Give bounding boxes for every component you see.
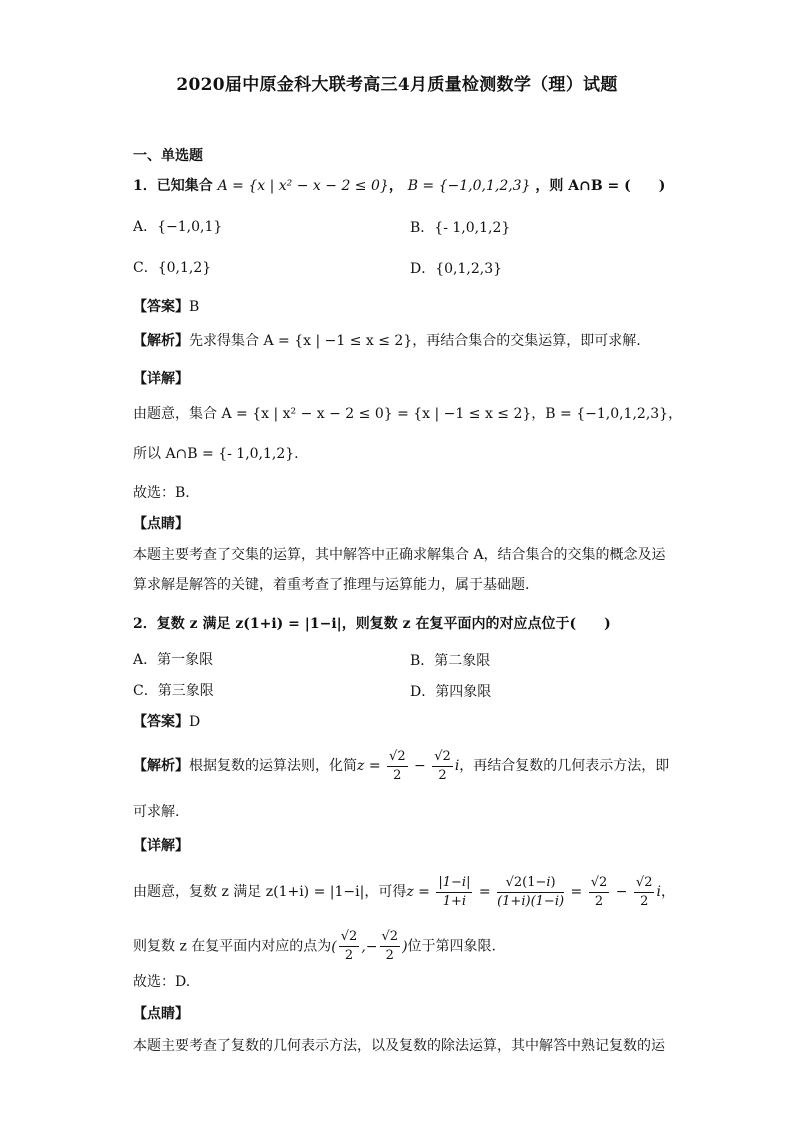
q1-analysis	[133, 331, 663, 351]
section-heading: 一、单选题	[133, 148, 203, 164]
q2-comment-label: 【点睛】	[133, 1006, 189, 1022]
question-2-stem: 2．复数 z 满足 z(1+i) = |1−i|，则复数 z 在复平面内的对应点位于( )	[133, 616, 611, 632]
q1-choose: 故选：B.	[133, 485, 190, 501]
q1-stem-suffix: ，则 A∩B = ( )	[535, 178, 666, 194]
q2-option-b[interactable]: B．第二象限	[410, 653, 491, 669]
q2-detail-point-post: 位于第四象限.	[407, 938, 496, 955]
q2-detail-point: ( $\frac{√2}{2}$ ,− $\frac{√2}{2}$ )	[331, 929, 408, 963]
q1-set-b: B = {−1,0,1,2,3}	[407, 178, 531, 194]
q1-comment-label: 【点睛】	[133, 516, 189, 532]
q2-detail-line-1: 由题意，复数 z 满足 z(1+i) = |1−i|，可得z = $\frac{|1-i|}{1+i}$ = $\frac{√2(1-i)}{(1+i)(1-i)}$ = $\frac{√2}{2}$ − $\frac{√2}{2}$ i，	[133, 874, 675, 909]
q2-detail-label: 【详解】	[133, 838, 189, 854]
q1-option-b[interactable]: B．{- 1,0,1,2}	[410, 220, 511, 236]
q1-answer-value: B	[189, 299, 200, 315]
q2-answer-value: D	[189, 714, 201, 730]
q2-detail-line-2	[133, 928, 663, 965]
q2-comment-line-1: 本题主要考查了复数的几何表示方法，以及复数的除法运算，其中解答中熟记复数的运	[133, 1038, 665, 1054]
q2-option-a[interactable]: A．第一象限	[133, 652, 214, 668]
page-title: 2020届中原金科大联考高三4月质量检测数学（理）试题	[176, 75, 618, 95]
q1-answer	[133, 297, 663, 317]
q1-set-a: A = {x | x² − x − 2 ≤ 0}	[217, 178, 389, 194]
q2-answer	[133, 712, 663, 732]
q1-detail-line-2: 所以 A∩B = {- 1,0,1,2}.	[133, 446, 299, 462]
q2-detail-formula: z = $\frac{|1-i|}{1+i}$ = $\frac{√2(1-i)}{(1+i)(1-i)}$ = $\frac{√2}{2}$ − $\frac{√2}{2}$ i	[406, 874, 661, 909]
q1-analysis-text: 先求得集合 A = {x | −1 ≤ x ≤ 2}，再结合集合的交集运算，即可求解.	[189, 333, 641, 349]
q1-comment-line-1: 本题主要考查了交集的运算，其中解答中正确求解集合 A，结合集合的交集的概念及运	[133, 547, 666, 563]
q1-answer-label: 【答案】	[133, 299, 189, 315]
q1-stem-prefix: 1．已知集合	[133, 178, 213, 194]
q2-analysis-formula: z = $\frac{√2}{2}$ − $\frac{√2}{2}$ i	[357, 748, 460, 783]
q2-option-c[interactable]: C．第三象限	[133, 683, 214, 699]
q2-detail-pre: 由题意，复数 z 满足 z(1+i) = |1−i|，可得	[133, 884, 407, 900]
q2-choose: 故选：D.	[133, 974, 191, 990]
q2-analysis-post: ，再结合复数的几何表示方法，即	[459, 758, 670, 774]
q2-analysis-pre: 根据复数的运算法则，化简	[189, 758, 357, 774]
q2-analysis-label: 【解析】	[133, 758, 189, 774]
q1-option-d[interactable]: D．{0,1,2,3}	[410, 261, 503, 277]
q2-analysis	[133, 746, 670, 786]
q1-option-a[interactable]: A．{−1,0,1}	[133, 219, 223, 235]
q1-detail-line-1: 由题意，集合 A = {x | x² − x − 2 ≤ 0} = {x | −1 ≤ x ≤ 2}，B = {−1,0,1,2,3}，	[133, 406, 683, 422]
question-1-stem: 1．已知集合 A = {x | x² − x − 2 ≤ 0}， B = {−1,0,1,2,3} ，则 A∩B = ( )	[133, 178, 666, 194]
q1-analysis-label: 【解析】	[133, 333, 189, 349]
q2-answer-label: 【答案】	[133, 714, 189, 730]
q2-detail-point-pre: 则复数 z 在复平面内对应的点为	[133, 938, 332, 955]
q1-option-c[interactable]: C．{0,1,2}	[133, 260, 212, 276]
q1-comment-line-2: 算求解是解答的关键，着重考查了推理与运算能力，属于基础题.	[133, 577, 530, 593]
q2-analysis-line-2: 可求解.	[133, 804, 180, 820]
q2-option-d[interactable]: D．第四象限	[410, 684, 492, 700]
q1-detail-label: 【详解】	[133, 371, 189, 387]
